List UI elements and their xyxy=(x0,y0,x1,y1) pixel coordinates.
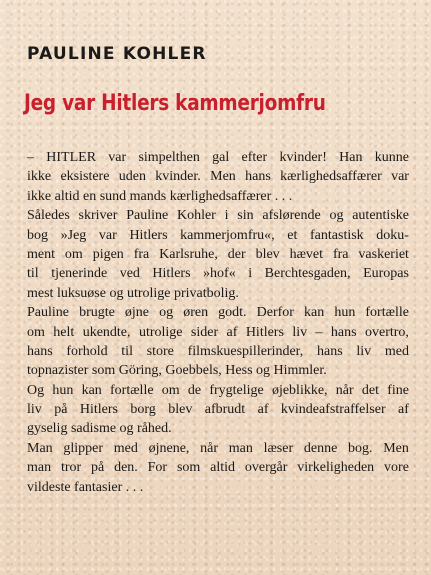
text-line: ment om pigen fra Karlsruhe, der blev hævet fra vaskeriet xyxy=(27,246,409,262)
text-line: man tror på den. For som altid overgår virkeligheden vore xyxy=(27,460,409,476)
text-line: om helt ukendte, utrolige sider af Hitlers liv – hans overtro, xyxy=(27,324,409,340)
text-line: Pauline brugte øjne og øren godt. Derfor kan hun fortælle xyxy=(27,305,409,321)
text-line: mest luksuøse og utrolige privatbolig. xyxy=(27,285,239,301)
text-line: – HITLER var simpelthen gal efter kvinder! Han kunne xyxy=(27,150,409,165)
text-line: topnazister som Göring, Goebbels, Hess og Himmler. xyxy=(27,363,327,379)
text-line: ikke altid en sund mands kærlighedsaffærer . . . xyxy=(27,188,293,204)
text-line: gyselig sadisme og råhed. xyxy=(27,421,172,437)
text-line: liv på Hitlers borg blev afbrudt af kvindeafstraffelser af xyxy=(27,402,409,418)
text-line: ikke eksistere uden kvinder. Men hans kærlighedsaffærer var xyxy=(27,169,409,185)
author-name: PAULINE KOHLER xyxy=(27,44,207,64)
text-line: til tjenerinde ved Hitlers »hof« i Berchtesgaden, Europas xyxy=(27,266,409,282)
text-line: vildeste fantasier . . . xyxy=(27,479,144,495)
text-line: Således skriver Pauline Kohler i sin afslørende og autentiske xyxy=(27,208,409,224)
book-title: Jeg var Hitlers kammerjomfru xyxy=(24,91,326,116)
blurb-text xyxy=(27,148,409,497)
text-line: hans forhold til store filmskuespillerinder, hans liv med xyxy=(27,343,409,359)
text-line: Man glipper med øjnene, når man læser denne bog. Men xyxy=(27,440,409,456)
text-line: Og hun kan fortælle om de frygtelige øjeblikke, når det fine xyxy=(27,382,409,398)
text-line: bog »Jeg var Hitlers kammerjomfru«, et fantastisk doku- xyxy=(27,227,409,243)
